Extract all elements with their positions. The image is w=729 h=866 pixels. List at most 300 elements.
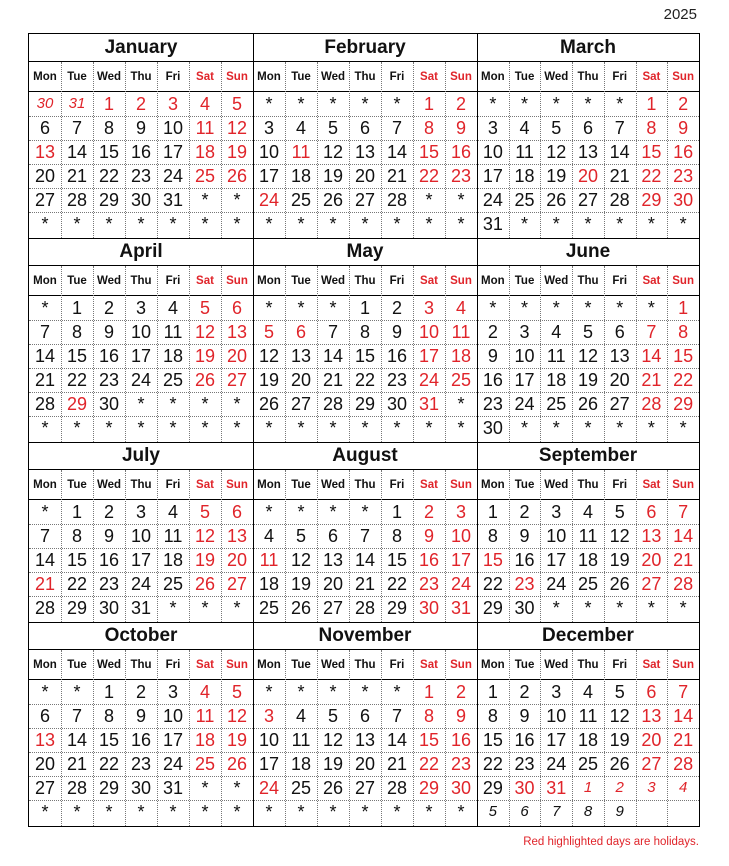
day-cell: 7 — [39, 322, 50, 342]
day-cell: 13 — [226, 322, 248, 342]
day-cell: 9 — [487, 346, 498, 366]
day-cell: 28 — [386, 190, 408, 210]
empty-day: * — [201, 190, 209, 210]
day-cell: 12 — [226, 706, 248, 726]
day-cell: 1 — [487, 682, 498, 702]
day-cell: 24 — [546, 754, 567, 774]
row-divider — [29, 164, 253, 165]
column-divider — [285, 62, 286, 238]
weekday-header: Thu — [577, 659, 599, 671]
weekday-header: Mon — [481, 659, 505, 671]
day-cell: 12 — [290, 550, 312, 570]
day-cell: 1 — [103, 682, 114, 702]
empty-day: * — [265, 214, 273, 234]
row-divider — [253, 188, 477, 189]
day-cell: 10 — [546, 526, 567, 546]
day-cell: 2 — [103, 298, 114, 318]
day-cell: 6 — [39, 118, 50, 138]
empty-day: * — [265, 298, 273, 318]
column-divider — [317, 266, 318, 442]
month-title: September — [477, 442, 699, 470]
day-cell: 19 — [609, 730, 630, 750]
day-cell: 19 — [194, 346, 216, 366]
weekday-header: Fri — [165, 659, 181, 671]
month-october — [29, 622, 253, 826]
row-divider — [477, 524, 699, 525]
day-cell: 10 — [258, 730, 280, 750]
day-cell: 31 — [68, 95, 86, 112]
day-cell: 5 — [551, 118, 562, 138]
day-cell: 9 — [391, 322, 402, 342]
day-cell: 9 — [135, 706, 146, 726]
day-cell: 25 — [162, 574, 184, 594]
weekday-header: Sat — [196, 479, 214, 491]
day-cell: 11 — [195, 706, 215, 726]
day-cell: 8 — [103, 118, 114, 138]
empty-day: * — [233, 802, 241, 822]
month-july — [29, 442, 253, 622]
day-cell: 25 — [290, 778, 312, 798]
day-cell: 11 — [578, 526, 598, 546]
day-cell: 21 — [386, 166, 408, 186]
day-cell: 20 — [34, 166, 56, 186]
day-cell: 3 — [135, 298, 146, 318]
row-divider — [29, 140, 253, 141]
day-cell: 24 — [546, 574, 567, 594]
month-september — [477, 442, 699, 622]
row-divider — [29, 800, 253, 801]
month-june — [477, 238, 699, 442]
column-divider — [61, 470, 62, 622]
empty-day: * — [329, 214, 337, 234]
row-divider — [253, 524, 477, 525]
column-divider — [317, 62, 318, 238]
day-cell: 6 — [231, 502, 242, 522]
weekday-header: Wed — [320, 275, 346, 287]
weekday-header: Thu — [354, 71, 376, 83]
day-cell: 30 — [130, 778, 152, 798]
row-divider — [477, 572, 699, 573]
weekday-header: Wed — [544, 275, 569, 287]
day-cell: 24 — [162, 166, 184, 186]
weekday-header: Mon — [33, 659, 57, 671]
empty-day: * — [329, 502, 337, 522]
day-cell: 16 — [98, 550, 120, 570]
day-cell: 13 — [354, 730, 376, 750]
day-cell: 3 — [135, 502, 146, 522]
day-cell: 23 — [514, 574, 535, 594]
weekday-header: Tue — [67, 659, 87, 671]
day-cell: 23 — [450, 166, 472, 186]
empty-day: * — [425, 418, 433, 438]
day-cell: 6 — [520, 803, 529, 820]
row-divider — [29, 320, 253, 321]
day-cell: 29 — [641, 190, 662, 210]
day-cell: 25 — [546, 394, 567, 414]
day-cell: 22 — [66, 370, 88, 390]
day-cell: 15 — [482, 730, 503, 750]
day-cell: 6 — [646, 502, 657, 522]
empty-day: * — [233, 778, 241, 798]
empty-day: * — [679, 214, 687, 234]
empty-day: * — [201, 418, 209, 438]
month-band-divider — [29, 442, 699, 443]
empty-day: * — [233, 394, 241, 414]
empty-day: * — [41, 682, 49, 702]
weekday-header: Mon — [257, 659, 281, 671]
day-cell: 10 — [130, 526, 152, 546]
row-divider — [477, 704, 699, 705]
row-divider — [477, 752, 699, 753]
row-divider — [477, 368, 699, 369]
weekday-header: Mon — [33, 479, 57, 491]
day-cell: 11 — [578, 706, 598, 726]
day-cell: 7 — [71, 706, 82, 726]
empty-day: * — [41, 802, 49, 822]
column-divider — [667, 650, 668, 826]
day-cell: 17 — [162, 730, 184, 750]
column-divider — [125, 266, 126, 442]
column-divider — [572, 470, 573, 622]
empty-day: * — [137, 394, 145, 414]
day-cell: 19 — [290, 574, 312, 594]
day-cell: 9 — [615, 803, 624, 820]
row-divider — [29, 392, 253, 393]
empty-day: * — [361, 802, 369, 822]
day-cell: 9 — [135, 118, 146, 138]
day-cell: 26 — [322, 190, 344, 210]
column-divider — [604, 266, 605, 442]
empty-day: * — [616, 94, 624, 114]
day-cell: 13 — [34, 730, 56, 750]
empty-day: * — [552, 598, 560, 618]
day-cell: 31 — [130, 598, 152, 618]
day-cell: 7 — [552, 803, 561, 820]
weekday-header: Thu — [577, 479, 599, 491]
weekday-header: Tue — [291, 659, 311, 671]
day-cell: 24 — [130, 370, 152, 390]
day-cell: 12 — [546, 142, 567, 162]
day-cell: 4 — [455, 298, 466, 318]
column-divider — [413, 650, 414, 826]
row-divider — [29, 188, 253, 189]
day-cell: 28 — [66, 778, 88, 798]
weekday-header: Tue — [514, 659, 535, 671]
column-divider — [636, 650, 637, 826]
column-divider — [604, 470, 605, 622]
column-divider — [157, 470, 158, 622]
row-divider — [29, 596, 253, 597]
day-cell: 14 — [354, 550, 376, 570]
empty-day: * — [201, 802, 209, 822]
empty-day: * — [297, 298, 305, 318]
weekday-header: Wed — [544, 479, 569, 491]
day-cell: 31 — [162, 778, 184, 798]
row-divider — [253, 596, 477, 597]
day-cell: 21 — [34, 370, 56, 390]
month-title: February — [253, 34, 477, 62]
day-cell: 8 — [583, 803, 593, 820]
row-divider — [477, 596, 699, 597]
day-cell — [667, 800, 699, 824]
column-divider — [445, 62, 446, 238]
day-cell: 25 — [162, 370, 184, 390]
column-divider — [413, 470, 414, 622]
column-divider — [509, 62, 510, 238]
day-cell: 31 — [162, 190, 184, 210]
row-divider — [477, 116, 699, 117]
day-cell: 1 — [646, 94, 657, 114]
month-november — [253, 622, 477, 826]
column-divider — [667, 470, 668, 622]
weekday-header: Fri — [612, 275, 628, 287]
day-cell: 8 — [391, 526, 402, 546]
day-cell: 3 — [647, 779, 656, 796]
day-cell: 27 — [641, 574, 662, 594]
empty-day: * — [233, 190, 241, 210]
day-cell: 11 — [291, 142, 311, 162]
row-divider — [253, 344, 477, 345]
day-cell: 11 — [515, 142, 534, 162]
row-divider — [253, 704, 477, 705]
empty-day: * — [584, 418, 592, 438]
empty-day: * — [361, 214, 369, 234]
month-april — [29, 238, 253, 442]
day-cell: 14 — [673, 706, 694, 726]
empty-day: * — [41, 418, 49, 438]
empty-day: * — [297, 802, 305, 822]
day-cell: 10 — [546, 706, 567, 726]
row-divider — [477, 548, 699, 549]
day-cell: 2 — [487, 322, 498, 342]
day-cell: 1 — [423, 682, 434, 702]
day-cell: 7 — [39, 526, 50, 546]
weekday-header: Thu — [354, 479, 376, 491]
day-cell: 29 — [66, 394, 88, 414]
empty-day: * — [201, 778, 209, 798]
weekday-header: Mon — [481, 71, 505, 83]
day-cell: 25 — [290, 190, 312, 210]
day-cell: 20 — [354, 166, 376, 186]
column-divider — [189, 266, 190, 442]
day-cell: 20 — [641, 730, 662, 750]
day-cell: 12 — [322, 730, 344, 750]
empty-day: * — [297, 94, 305, 114]
day-cell: 24 — [514, 394, 535, 414]
day-cell: 23 — [98, 370, 120, 390]
day-cell: 21 — [673, 730, 694, 750]
day-cell: 6 — [646, 682, 657, 702]
row-divider — [29, 212, 253, 213]
weekday-header: Sun — [450, 71, 472, 83]
day-cell: 27 — [577, 190, 598, 210]
empty-day: * — [41, 502, 49, 522]
row-divider — [253, 800, 477, 801]
day-cell: 5 — [488, 803, 498, 820]
day-cell: 4 — [551, 322, 562, 342]
day-cell: 17 — [482, 166, 503, 186]
column-divider — [381, 470, 382, 622]
day-cell: 5 — [295, 526, 306, 546]
day-cell: 24 — [258, 190, 280, 210]
day-cell: 22 — [354, 370, 376, 390]
empty-day: * — [265, 802, 273, 822]
weekday-header: Sun — [226, 275, 248, 287]
row-divider — [253, 164, 477, 165]
day-cell: 24 — [162, 754, 184, 774]
empty-day: * — [616, 214, 624, 234]
weekday-header: Sat — [420, 659, 438, 671]
empty-day: * — [329, 418, 337, 438]
month-may — [253, 238, 477, 442]
empty-day: * — [647, 598, 655, 618]
row-divider — [29, 572, 253, 573]
day-cell: 27 — [290, 394, 312, 414]
day-cell: 8 — [71, 322, 82, 342]
day-cell: 8 — [487, 526, 498, 546]
row-divider — [29, 728, 253, 729]
day-cell: 20 — [609, 370, 630, 390]
weekday-header: Fri — [165, 479, 181, 491]
row-divider — [477, 164, 699, 165]
weekday-header: Wed — [96, 71, 122, 83]
day-cell: 25 — [577, 574, 598, 594]
column-divider — [509, 650, 510, 826]
day-cell: 1 — [487, 502, 498, 522]
weekday-header: Sun — [672, 275, 694, 287]
day-cell: 9 — [103, 322, 114, 342]
row-divider — [477, 800, 699, 801]
empty-day: * — [265, 502, 273, 522]
day-cell: 7 — [391, 118, 402, 138]
day-cell: 14 — [322, 346, 344, 366]
day-cell: 8 — [359, 322, 370, 342]
weekday-header: Tue — [291, 479, 311, 491]
day-cell: 29 — [98, 190, 120, 210]
empty-day: * — [552, 418, 560, 438]
weekday-header: Mon — [481, 479, 505, 491]
day-cell: 12 — [609, 526, 630, 546]
empty-day: * — [552, 298, 560, 318]
day-cell: 3 — [551, 682, 562, 702]
empty-day: * — [361, 682, 369, 702]
day-cell: 25 — [258, 598, 280, 618]
day-cell: 12 — [609, 706, 630, 726]
empty-day: * — [169, 598, 177, 618]
column-divider — [413, 266, 414, 442]
weekday-header: Thu — [577, 275, 599, 287]
day-cell: 15 — [482, 550, 503, 570]
day-cell: 12 — [226, 118, 248, 138]
row-divider — [253, 320, 477, 321]
column-divider — [667, 62, 668, 238]
column-divider — [93, 470, 94, 622]
day-cell: 3 — [551, 502, 562, 522]
weekday-header: Thu — [354, 659, 376, 671]
weekday-header: Tue — [67, 479, 87, 491]
day-cell: 7 — [359, 526, 370, 546]
month-title: October — [29, 622, 253, 650]
day-cell: 20 — [226, 346, 248, 366]
day-cell: 10 — [162, 706, 184, 726]
day-cell: 14 — [386, 730, 408, 750]
day-cell: 17 — [514, 370, 535, 390]
day-cell: 6 — [39, 706, 50, 726]
weekday-header: Thu — [130, 275, 152, 287]
day-cell: 22 — [98, 166, 120, 186]
column-divider — [604, 650, 605, 826]
weekday-header: Sat — [642, 275, 661, 287]
empty-day: * — [361, 418, 369, 438]
day-cell: 8 — [71, 526, 82, 546]
day-cell: 28 — [34, 394, 56, 414]
day-cell: 18 — [194, 142, 216, 162]
day-cell: 30 — [482, 418, 503, 438]
weekday-header: Fri — [389, 275, 405, 287]
weekday-header: Sun — [672, 659, 694, 671]
day-cell: 17 — [450, 550, 472, 570]
row-divider — [477, 728, 699, 729]
day-cell: 26 — [546, 190, 567, 210]
day-cell: 18 — [514, 166, 535, 186]
column-divider — [125, 650, 126, 826]
day-cell: 18 — [546, 370, 567, 390]
day-cell: 1 — [423, 94, 434, 114]
day-cell: 20 — [290, 370, 312, 390]
empty-day: * — [679, 418, 687, 438]
day-cell: 29 — [482, 778, 503, 798]
day-cell: 9 — [519, 706, 530, 726]
day-cell: 8 — [103, 706, 114, 726]
day-cell: 1 — [391, 502, 402, 522]
row-divider — [477, 320, 699, 321]
day-cell: 27 — [354, 778, 376, 798]
day-cell: 16 — [514, 550, 535, 570]
day-cell: 1 — [359, 298, 370, 318]
day-cell: 3 — [167, 94, 178, 114]
empty-day: * — [73, 682, 81, 702]
row-divider — [253, 728, 477, 729]
day-cell: 16 — [673, 142, 694, 162]
column-divider — [317, 470, 318, 622]
row-divider — [253, 392, 477, 393]
day-cell: 9 — [455, 706, 466, 726]
day-cell: 23 — [418, 574, 440, 594]
day-cell: 7 — [646, 322, 657, 342]
day-cell: 3 — [423, 298, 434, 318]
day-cell: 23 — [386, 370, 408, 390]
day-cell: 6 — [231, 298, 242, 318]
weekday-header: Sun — [672, 479, 694, 491]
weekday-header: Wed — [320, 479, 346, 491]
column-divider — [61, 650, 62, 826]
day-cell: 5 — [582, 322, 593, 342]
day-cell: 29 — [386, 598, 408, 618]
day-cell: 10 — [130, 322, 152, 342]
day-cell: 10 — [418, 322, 440, 342]
weekday-header: Fri — [165, 275, 181, 287]
empty-day: * — [489, 94, 497, 114]
column-divider — [509, 470, 510, 622]
weekday-header: Wed — [544, 71, 569, 83]
empty-day: * — [616, 418, 624, 438]
weekday-header: Tue — [291, 71, 311, 83]
day-cell: 18 — [290, 754, 312, 774]
weekday-header: Mon — [257, 71, 281, 83]
row-divider — [29, 116, 253, 117]
weekday-header: Sun — [226, 659, 248, 671]
column-divider — [285, 266, 286, 442]
